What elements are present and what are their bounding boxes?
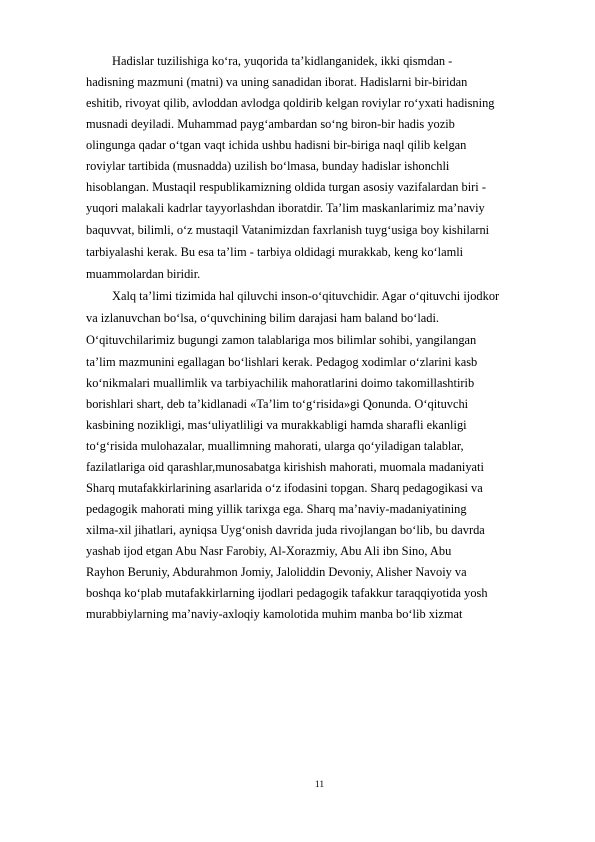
body-text [86, 53, 556, 622]
text-line: hisoblangan. Mustaqil respublikamizning oldida turgan asosiy vazifalardan biri - [86, 180, 486, 194]
text-line: yashab ijod etgan Abu Nasr Farobiy, Al-Xorazmiy, Abu Ali ibn Sino, Abu [86, 544, 452, 558]
text-line: ta’lim mazmunini egallagan bo‘lishlari kerak. Pedagog xodimlar o‘zlarini kasb [86, 355, 478, 369]
text-line: Sharq mutafakkirlarining asarlarida o‘z ifodasini topgan. Sharq pedagogikasi va [86, 481, 483, 495]
text-line: kasbining nozikligi, mas‘uliyatliligi va murakkabligi hamda sharafli ekanligi [86, 418, 467, 432]
text-line: olingunga qadar o‘tgan vaqt ichida ushbu hadisni bir-biriga naql qilib kelgan [86, 138, 467, 152]
text-line: murabbiylarning ma’naviy-axloqiy kamolotida muhim manba bo‘lib xizmat [86, 607, 463, 621]
text-line: fazilatlariga oid qarashlar,munosabatga kirishish mahorati, muomala madaniyati [86, 460, 484, 474]
text-line: ko‘nikmalari muallimlik va tarbiyachilik mahoratlarini doimo takomillashtirib [86, 376, 475, 390]
text-line: eshitib, rivoyat qilib, avloddan avlodga qoldirib kelgan roviylar ro‘yxati hadisning [86, 96, 495, 110]
text-line: va izlanuvchan bo‘lsa, o‘quvchining bilim darajasi ham baland bo‘ladi. [86, 311, 440, 325]
text-line: O‘qituvchilarimiz bugungi zamon talablariga mos bilimlar sohibi, yangilangan [86, 333, 477, 347]
text-line: yuqori malakali kadrlar tayyorlashdan iboratdir. Ta’lim maskanlarimiz ma’naviy [86, 201, 485, 215]
text-line: pedagogik mahorati ming yillik tarixga ega. Sharq ma’naviy-madaniyatining [86, 502, 467, 516]
text-line: borishlari shart, deb ta’kidlanadi «Ta’lim to‘g‘risida»gi Qonunda. O‘qituvchi [86, 397, 469, 411]
text-line: baquvvat, bilimli, o‘z mustaqil Vatanimizdan faxrlanish tuyg‘usiga boy kishilarni [86, 223, 490, 237]
text-line: hadisning mazmuni (matni) va uning sanadidan iborat. Hadislarni bir-biridan [86, 75, 468, 89]
text-line: tarbiyalashi kerak. Bu esa ta’lim - tarbiya oldidagi murakkab, keng ko‘lamli [86, 245, 464, 259]
text-line: muammolardan biridir. [86, 267, 201, 281]
text-line: xilma-xil jihatlari, ayniqsa Uyg‘onish davrida juda rivojlangan bo‘lib, bu davrda [86, 523, 485, 537]
text-line: boshqa ko‘plab mutafakkirlarning ijodlari pedagogik tafakkur taraqqiyotida yosh [86, 586, 488, 600]
text-line: to‘g‘risida mulohazalar, muallimning mahorati, ularga qo‘yiladigan talablar, [86, 439, 464, 453]
page-number-text: 11 [314, 780, 325, 790]
text-line: musnadi deyiladi. Muhammad payg‘ambardan so‘ng biron-bir hadis yozib [86, 117, 455, 131]
text-line: roviylar tartibida (musnadda) uzilish bo‘lmasa, bunday hadislar ishonchli [86, 159, 450, 173]
text-line: Rayhon Beruniy, Abdurahmon Jomiy, Jaloliddin Devoniy, Alisher Navoiy va [86, 565, 467, 579]
page-number [0, 779, 595, 791]
text-line: Xalq ta’limi tizimida hal qiluvchi inson-o‘qituvchidir. Agar o‘qituvchi ijodkor [112, 289, 500, 303]
text-line: Hadislar tuzilishiga ko‘ra, yuqorida ta’kidlanganidek, ikki qismdan - [112, 54, 453, 68]
